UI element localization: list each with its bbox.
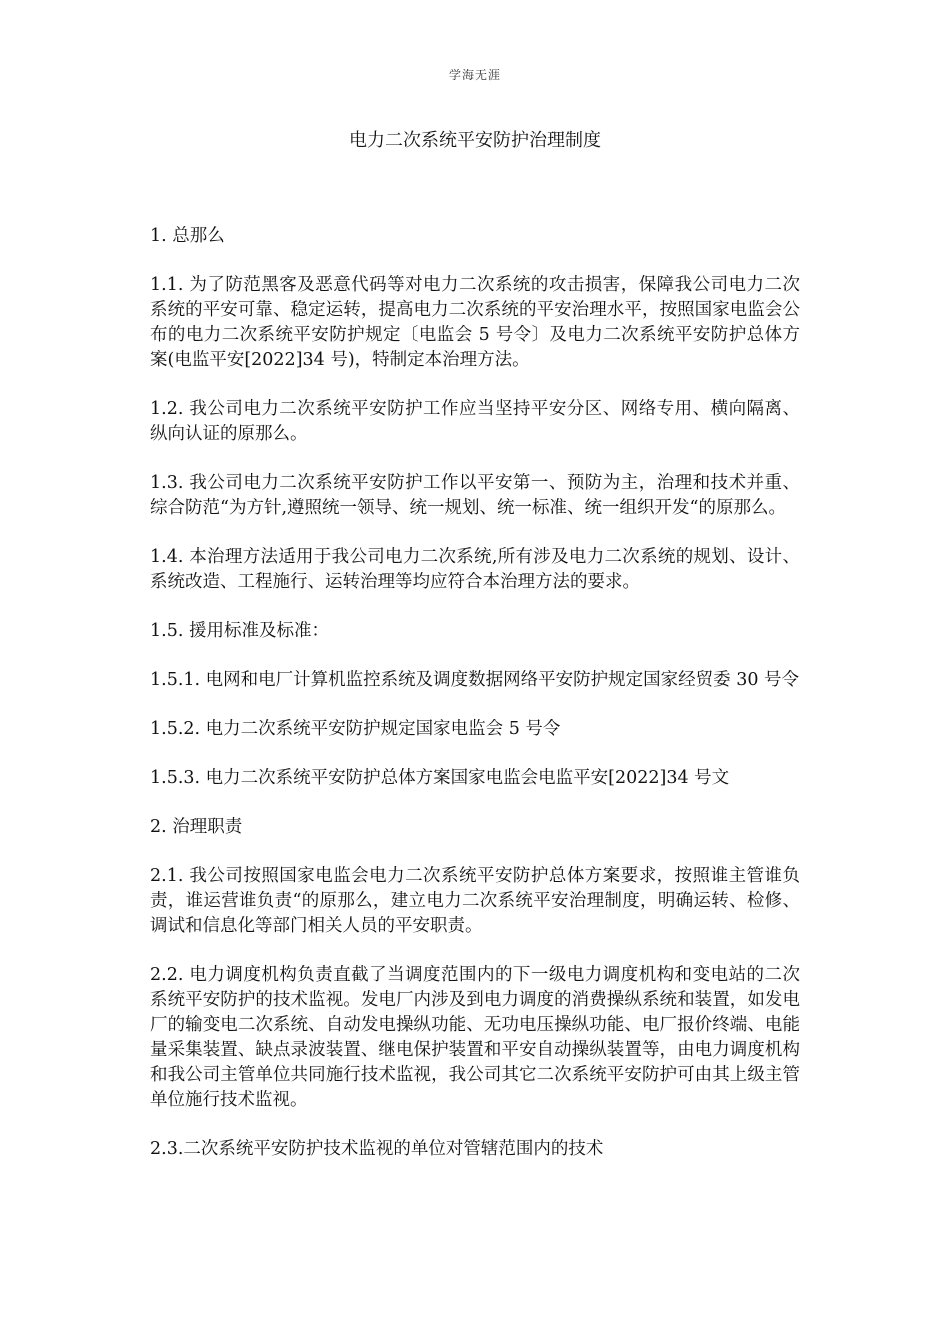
document-title: 电力二次系统平安防护治理制度 [349,130,601,151]
paragraph: 1.5. 援用标准及标准： [150,621,329,641]
document-body [150,224,800,1186]
section-heading: 2. 治理职责 [150,817,243,837]
section-heading: 1. 总那么 [150,226,225,246]
paragraph: 1.5.3. 电力二次系统平安防护总体方案国家电监会电监平安[2022]34 号文 [150,768,730,788]
paragraph: 2.1. 我公司按照国家电监会电力二次系统平安防护总体方案要求，按照谁主管谁负责，谁运营谁负责“的原那么，建立电力二次系统平安治理制度，明确运转、检修、调试和信息化等部门相关人员的平安职责。 [150,866,800,936]
paragraph: 1.2. 我公司电力二次系统平安防护工作应当坚持平安分区、网络专用、横向隔离、纵向认证的原那么。 [150,399,800,444]
paragraph: 1.3. 我公司电力二次系统平安防护工作以平安第一、预防为主，治理和技术并重、综合防范“为方针,遵照统一领导、统一规划、统一标准、统一组织开发“的原那么。 [150,473,800,518]
page-header: 学海无涯 [448,68,501,82]
paragraph: 1.5.1. 电网和电厂计算机监控系统及调度数据网络平安防护规定国家经贸委 30 号令 [150,670,800,690]
paragraph: 1.1. 为了防范黑客及恶意代码等对电力二次系统的攻击损害，保障我公司电力二次系统的平安可靠、稳定运转，提高电力二次系统的平安治理水平，按照国家电监会公布的电力二次系统平安防护规定〔电监会 5 号令〕及电力二次系统平安防护总体方案(电监平安[2022]34 号)，特制定本治理方法。 [150,275,800,370]
paragraph: 2.2. 电力调度机构负责直截了当调度范围内的下一级电力调度机构和变电站的二次系统平安防护的技术监视。发电厂内涉及到电力调度的消费操纵系统和装置，如发电厂的输变电二次系统、自动发电操纵功能、无功电压操纵功能、电厂报价终端、电能量采集装置、缺点录波装置、继电保护装置和平安自动操纵装置等，由电力调度机构和我公司主管单位共同施行技术监视，我公司其它二次系统平安防护可由其上级主管单位施行技术监视。 [150,965,800,1110]
paragraph: 2.3.二次系统平安防护技术监视的单位对管辖范围内的技术 [150,1139,604,1159]
paragraph: 1.5.2. 电力二次系统平安防护规定国家电监会 5 号令 [150,719,561,739]
paragraph: 1.4. 本治理方法适用于我公司电力二次系统,所有涉及电力二次系统的规划、设计、系统改造、工程施行、运转治理等均应符合本治理方法的要求。 [150,547,800,592]
